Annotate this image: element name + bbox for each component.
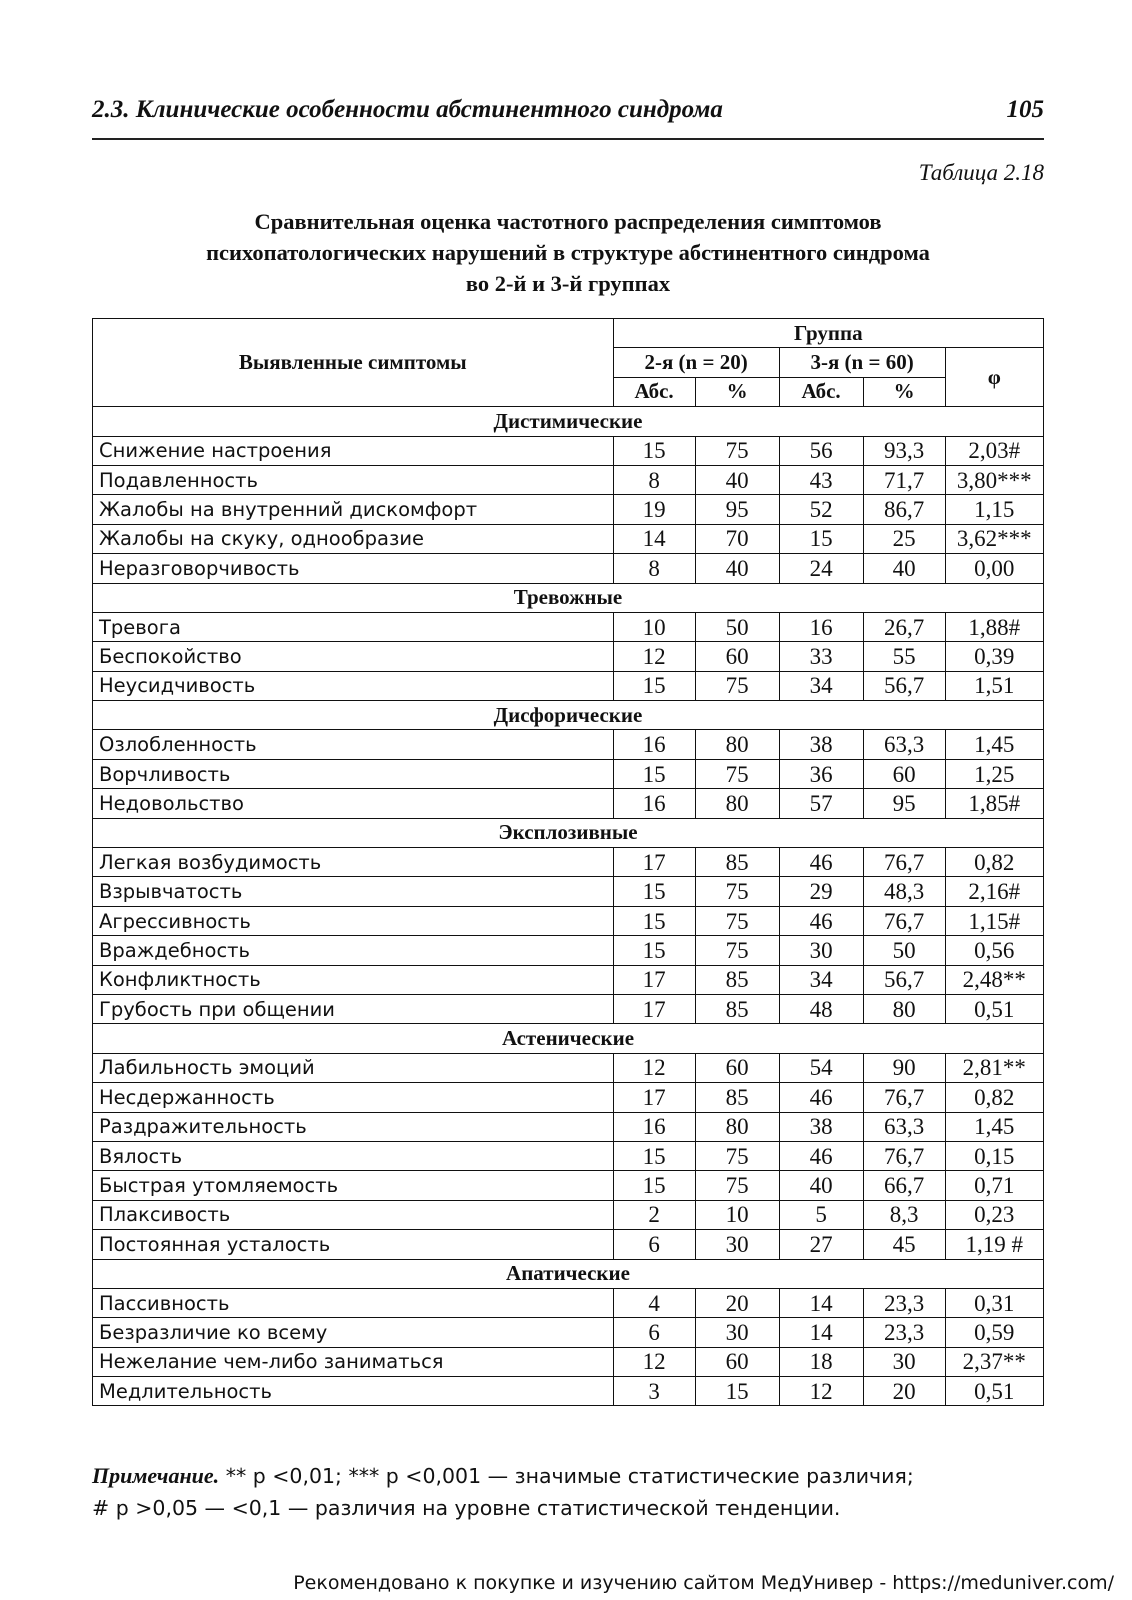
value-cell: 0,82 (945, 848, 1043, 877)
symptom-cell: Безразличие ко всему (93, 1318, 614, 1347)
symptom-cell: Ворчливость (93, 759, 614, 788)
table-row (93, 848, 1044, 877)
table-row (93, 1083, 1044, 1112)
value-cell: 43 (779, 465, 863, 494)
value-cell: 15 (613, 906, 695, 935)
note-label: Примечание. (92, 1463, 220, 1488)
table-row (93, 612, 1044, 641)
value-cell: 15 (613, 436, 695, 465)
value-cell: 15 (779, 524, 863, 553)
value-cell: 85 (695, 994, 779, 1023)
table-row (93, 965, 1044, 994)
value-cell: 85 (695, 848, 779, 877)
value-cell: 54 (779, 1053, 863, 1082)
value-cell: 1,25 (945, 759, 1043, 788)
value-cell: 48,3 (863, 877, 945, 906)
symptom-cell: Несдержанность (93, 1083, 614, 1112)
header-symptoms: Выявленные симптомы (93, 319, 614, 407)
symptom-cell: Быстрая утомляемость (93, 1171, 614, 1200)
category-label: Астенические (93, 1024, 1044, 1053)
value-cell: 75 (695, 877, 779, 906)
value-cell: 50 (863, 936, 945, 965)
value-cell: 26,7 (863, 612, 945, 641)
table-row (93, 994, 1044, 1023)
value-cell: 40 (695, 554, 779, 583)
value-cell: 12 (613, 1347, 695, 1376)
value-cell: 38 (779, 730, 863, 759)
value-cell: 34 (779, 671, 863, 700)
category-label: Тревожные (93, 583, 1044, 612)
category-row (93, 701, 1044, 730)
table-note (92, 1460, 1044, 1524)
value-cell: 55 (863, 642, 945, 671)
value-cell: 1,15# (945, 906, 1043, 935)
note-line-1 (92, 1460, 1044, 1492)
value-cell: 0,23 (945, 1200, 1043, 1229)
value-cell: 8,3 (863, 1200, 945, 1229)
value-cell: 1,88# (945, 612, 1043, 641)
symptom-cell: Неусидчивость (93, 671, 614, 700)
value-cell: 33 (779, 642, 863, 671)
value-cell: 2 (613, 1200, 695, 1229)
value-cell: 76,7 (863, 1083, 945, 1112)
category-row (93, 407, 1044, 436)
value-cell: 1,19 # (945, 1230, 1043, 1259)
value-cell: 85 (695, 965, 779, 994)
value-cell: 75 (695, 936, 779, 965)
header-abs: Абс. (779, 377, 863, 406)
symptom-cell: Тревога (93, 612, 614, 641)
header-group-3: 3-я (n = 60) (779, 348, 945, 377)
value-cell: 1,15 (945, 495, 1043, 524)
value-cell: 60 (695, 1347, 779, 1376)
symptom-cell: Пассивность (93, 1288, 614, 1317)
value-cell: 3 (613, 1377, 695, 1406)
table-row (93, 936, 1044, 965)
value-cell: 76,7 (863, 848, 945, 877)
value-cell: 30 (695, 1230, 779, 1259)
value-cell: 15 (613, 877, 695, 906)
value-cell: 17 (613, 848, 695, 877)
table-row (93, 465, 1044, 494)
value-cell: 86,7 (863, 495, 945, 524)
symptom-cell: Нежелание чем-либо заниматься (93, 1347, 614, 1376)
value-cell: 24 (779, 554, 863, 583)
table-row (93, 730, 1044, 759)
value-cell: 71,7 (863, 465, 945, 494)
value-cell: 29 (779, 877, 863, 906)
table-row (93, 1318, 1044, 1347)
table-title (92, 206, 1044, 299)
value-cell: 63,3 (863, 730, 945, 759)
value-cell: 0,82 (945, 1083, 1043, 1112)
table-number: Таблица 2.18 (918, 160, 1044, 185)
value-cell: 56,7 (863, 671, 945, 700)
value-cell: 60 (863, 759, 945, 788)
category-label: Эксплозивные (93, 818, 1044, 847)
category-label: Дистимические (93, 407, 1044, 436)
table-body (93, 407, 1044, 1406)
category-label: Дисфорические (93, 701, 1044, 730)
symptom-cell: Легкая возбудимость (93, 848, 614, 877)
value-cell: 8 (613, 465, 695, 494)
value-cell: 18 (779, 1347, 863, 1376)
table-row (93, 642, 1044, 671)
value-cell: 56 (779, 436, 863, 465)
value-cell: 95 (863, 789, 945, 818)
value-cell: 25 (863, 524, 945, 553)
table-title-line: Сравнительная оценка частотного распределения симптомов (254, 209, 882, 234)
value-cell: 15 (613, 759, 695, 788)
value-cell: 19 (613, 495, 695, 524)
value-cell: 0,51 (945, 1377, 1043, 1406)
value-cell: 0,71 (945, 1171, 1043, 1200)
value-cell: 16 (779, 612, 863, 641)
value-cell: 46 (779, 1141, 863, 1170)
value-cell: 12 (613, 642, 695, 671)
value-cell: 0,51 (945, 994, 1043, 1023)
symptom-cell: Недовольство (93, 789, 614, 818)
symptom-cell: Конфликтность (93, 965, 614, 994)
footer-link[interactable]: Рекомендовано к покупке и изучению сайтом МедУнивер - https://meduniver.com/ (293, 1572, 1114, 1594)
header-abs: Абс. (613, 377, 695, 406)
table-row (93, 1200, 1044, 1229)
symptoms-table (92, 318, 1044, 1406)
category-label: Апатические (93, 1259, 1044, 1288)
table-row (93, 495, 1044, 524)
value-cell: 6 (613, 1318, 695, 1347)
category-row (93, 583, 1044, 612)
table-title-line: во 2-й и 3-й группах (465, 271, 671, 296)
value-cell: 75 (695, 1171, 779, 1200)
header-group: Группа (613, 319, 1043, 348)
value-cell: 52 (779, 495, 863, 524)
symptom-cell: Жалобы на скуку, однообразие (93, 524, 614, 553)
value-cell: 15 (613, 1171, 695, 1200)
table-row (93, 524, 1044, 553)
table-row (93, 759, 1044, 788)
symptom-cell: Жалобы на внутренний дискомфорт (93, 495, 614, 524)
value-cell: 2,37** (945, 1347, 1043, 1376)
value-cell: 75 (695, 759, 779, 788)
value-cell: 90 (863, 1053, 945, 1082)
value-cell: 46 (779, 906, 863, 935)
value-cell: 60 (695, 642, 779, 671)
value-cell: 20 (863, 1377, 945, 1406)
value-cell: 1,51 (945, 671, 1043, 700)
table-row (93, 1053, 1044, 1082)
table-row (93, 1171, 1044, 1200)
value-cell: 1,45 (945, 1112, 1043, 1141)
value-cell: 0,31 (945, 1288, 1043, 1317)
symptom-cell: Снижение настроения (93, 436, 614, 465)
symptom-cell: Озлобленность (93, 730, 614, 759)
value-cell: 16 (613, 1112, 695, 1141)
value-cell: 14 (613, 524, 695, 553)
value-cell: 46 (779, 1083, 863, 1112)
category-row (93, 1259, 1044, 1288)
value-cell: 16 (613, 730, 695, 759)
value-cell: 80 (695, 1112, 779, 1141)
symptom-cell: Вялость (93, 1141, 614, 1170)
header-pct: % (863, 377, 945, 406)
symptom-cell: Беспокойство (93, 642, 614, 671)
table-row (93, 1377, 1044, 1406)
value-cell: 95 (695, 495, 779, 524)
value-cell: 30 (863, 1347, 945, 1376)
note-text-1: ** p <0,01; *** p <0,001 — значимые статистические различия; (225, 1464, 914, 1488)
value-cell: 20 (695, 1288, 779, 1317)
page-number: 105 (1006, 96, 1044, 123)
value-cell: 63,3 (863, 1112, 945, 1141)
value-cell: 0,15 (945, 1141, 1043, 1170)
symptom-cell: Медлительность (93, 1377, 614, 1406)
value-cell: 15 (613, 671, 695, 700)
value-cell: 40 (863, 554, 945, 583)
table-row (93, 1347, 1044, 1376)
value-cell: 80 (695, 789, 779, 818)
value-cell: 17 (613, 1083, 695, 1112)
value-cell: 93,3 (863, 436, 945, 465)
value-cell: 75 (695, 1141, 779, 1170)
value-cell: 80 (695, 730, 779, 759)
table-row (93, 877, 1044, 906)
value-cell: 23,3 (863, 1318, 945, 1347)
value-cell: 56,7 (863, 965, 945, 994)
symptom-cell: Враждебность (93, 936, 614, 965)
value-cell: 70 (695, 524, 779, 553)
value-cell: 14 (779, 1318, 863, 1347)
table-row (93, 906, 1044, 935)
value-cell: 16 (613, 789, 695, 818)
value-cell: 2,48** (945, 965, 1043, 994)
table-row (93, 436, 1044, 465)
value-cell: 0,00 (945, 554, 1043, 583)
symptom-cell: Неразговорчивость (93, 554, 614, 583)
value-cell: 8 (613, 554, 695, 583)
value-cell: 2,03# (945, 436, 1043, 465)
value-cell: 34 (779, 965, 863, 994)
value-cell: 6 (613, 1230, 695, 1259)
value-cell: 48 (779, 994, 863, 1023)
header-group-2: 2-я (n = 20) (613, 348, 779, 377)
value-cell: 57 (779, 789, 863, 818)
value-cell: 3,80*** (945, 465, 1043, 494)
category-row (93, 1024, 1044, 1053)
value-cell: 2,16# (945, 877, 1043, 906)
table-row (93, 1288, 1044, 1317)
value-cell: 17 (613, 965, 695, 994)
value-cell: 12 (779, 1377, 863, 1406)
value-cell: 80 (863, 994, 945, 1023)
value-cell: 10 (613, 612, 695, 641)
value-cell: 0,39 (945, 642, 1043, 671)
value-cell: 27 (779, 1230, 863, 1259)
value-cell: 15 (613, 1141, 695, 1170)
value-cell: 50 (695, 612, 779, 641)
value-cell: 14 (779, 1288, 863, 1317)
value-cell: 0,56 (945, 936, 1043, 965)
value-cell: 17 (613, 994, 695, 1023)
symptom-cell: Постоянная усталость (93, 1230, 614, 1259)
symptom-cell: Грубость при общении (93, 994, 614, 1023)
value-cell: 15 (613, 936, 695, 965)
value-cell: 66,7 (863, 1171, 945, 1200)
value-cell: 36 (779, 759, 863, 788)
value-cell: 76,7 (863, 906, 945, 935)
table-row (93, 1141, 1044, 1170)
value-cell: 5 (779, 1200, 863, 1229)
note-text-2: # p >0,05 — <0,1 — различия на уровне статистической тенденции. (92, 1496, 841, 1520)
value-cell: 2,81** (945, 1053, 1043, 1082)
table-row (93, 789, 1044, 818)
symptom-cell: Плаксивость (93, 1200, 614, 1229)
value-cell: 85 (695, 1083, 779, 1112)
symptom-cell: Подавленность (93, 465, 614, 494)
table-row (93, 554, 1044, 583)
value-cell: 75 (695, 436, 779, 465)
symptom-cell: Лабильность эмоций (93, 1053, 614, 1082)
category-row (93, 818, 1044, 847)
value-cell: 38 (779, 1112, 863, 1141)
table-row (93, 1230, 1044, 1259)
value-cell: 60 (695, 1053, 779, 1082)
header-pct: % (695, 377, 779, 406)
table-title-line: психопатологических нарушений в структуре абстинентного синдрома (206, 240, 930, 265)
value-cell: 30 (695, 1318, 779, 1347)
header-phi: φ (945, 348, 1043, 407)
value-cell: 23,3 (863, 1288, 945, 1317)
value-cell: 40 (779, 1171, 863, 1200)
value-cell: 1,45 (945, 730, 1043, 759)
value-cell: 10 (695, 1200, 779, 1229)
symptom-cell: Агрессивность (93, 906, 614, 935)
value-cell: 0,59 (945, 1318, 1043, 1347)
value-cell: 76,7 (863, 1141, 945, 1170)
symptom-cell: Взрывчатость (93, 877, 614, 906)
value-cell: 75 (695, 671, 779, 700)
value-cell: 46 (779, 848, 863, 877)
value-cell: 40 (695, 465, 779, 494)
value-cell: 3,62*** (945, 524, 1043, 553)
section-title: 2.3. Клинические особенности абстинентного синдрома (92, 96, 723, 123)
value-cell: 4 (613, 1288, 695, 1317)
value-cell: 12 (613, 1053, 695, 1082)
value-cell: 15 (695, 1377, 779, 1406)
value-cell: 75 (695, 906, 779, 935)
symptom-cell: Раздражительность (93, 1112, 614, 1141)
running-head (92, 96, 1044, 140)
value-cell: 30 (779, 936, 863, 965)
value-cell: 1,85# (945, 789, 1043, 818)
table-row (93, 671, 1044, 700)
table-row (93, 1112, 1044, 1141)
value-cell: 45 (863, 1230, 945, 1259)
